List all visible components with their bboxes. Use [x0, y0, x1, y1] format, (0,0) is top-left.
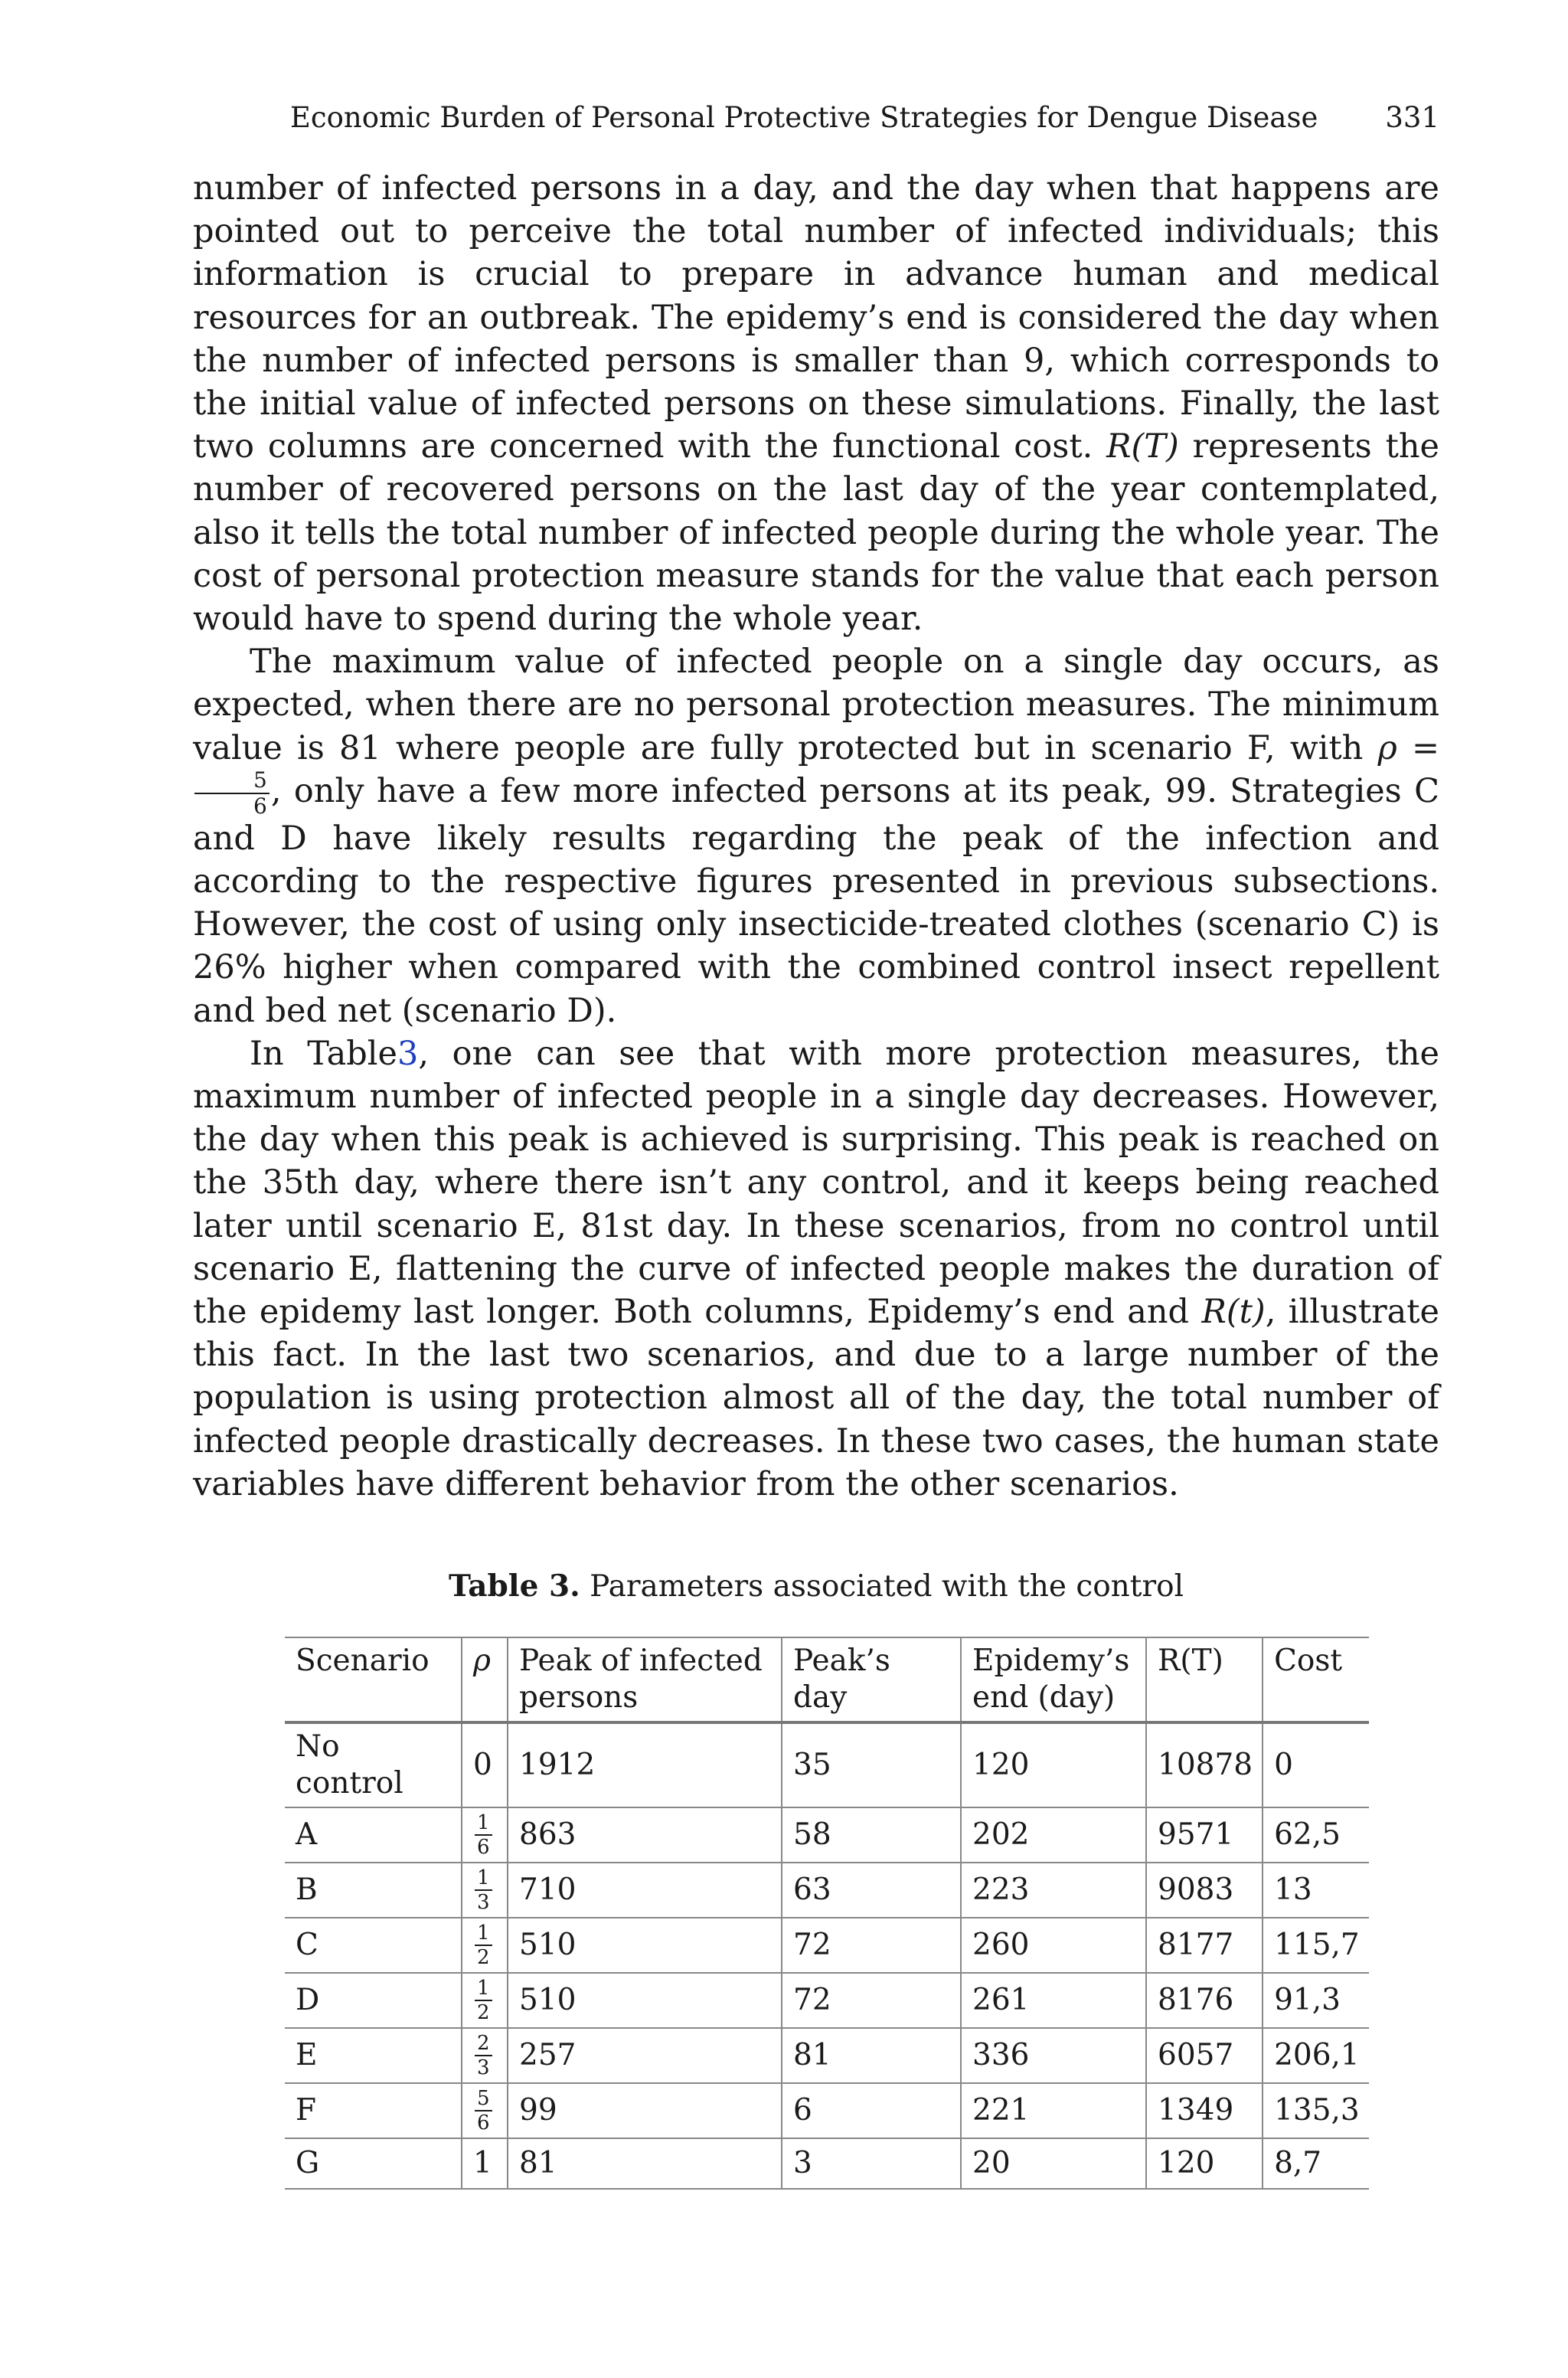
- cell-peak-day: 63: [782, 1863, 961, 1918]
- cell-rho: 0: [462, 1722, 508, 1807]
- cell-rt: 1349: [1146, 2083, 1263, 2138]
- cell-epidemy-end: 223: [961, 1863, 1146, 1918]
- running-head: [193, 100, 1439, 136]
- rho-fraction: [475, 2089, 492, 2133]
- cell-scenario: B: [296, 1873, 318, 1908]
- cell-rt: 9083: [1146, 1863, 1263, 1918]
- cell-rt: 8176: [1146, 1973, 1263, 2028]
- cell-peak: 1912: [508, 1722, 782, 1807]
- cell-scenario: E: [296, 2038, 318, 2073]
- cell-epidemy-end: 20: [961, 2138, 1146, 2189]
- rho-numerator: 5: [475, 2089, 492, 2111]
- rho-numerator: 1: [475, 1813, 492, 1836]
- header-peak-line2: persons: [519, 1680, 639, 1716]
- cell-peak-day: 72: [782, 1973, 961, 2028]
- cell-rho: [462, 1863, 508, 1918]
- cell-epidemy-end: 261: [961, 1973, 1146, 2028]
- paragraph-3-text-a: In Table: [250, 1034, 397, 1073]
- cell-cost: 0: [1263, 1722, 1369, 1807]
- rho-denominator: 6: [477, 1836, 490, 1860]
- rho-fraction: [475, 1922, 492, 1970]
- cell-peak: 81: [508, 2138, 782, 2189]
- cell-scenario: F: [296, 2093, 317, 2128]
- cell-peak-day: 81: [782, 2028, 961, 2083]
- header-rho: ρ: [462, 1637, 508, 1722]
- table-row: [285, 1973, 1369, 2028]
- paragraph-2-text-b: , only have a few more infected persons at its peak, 99. Strategies C and D have likely results regarding the peak of the infection and according to the respective figures presented in previous subsections. However, the cost of using only insecticide-treated clothes (scenario C) is 26% higher when compared with the combined control insect repellent and bed net (scenario D).: [193, 771, 1439, 1030]
- rho-numerator: 2: [475, 2033, 492, 2056]
- paper-page: [193, 100, 1439, 2190]
- cell-peak: 99: [508, 2083, 782, 2138]
- body-text: [193, 167, 1439, 1506]
- cell-epidemy-end: 221: [961, 2083, 1146, 2138]
- fraction-denominator: 6: [253, 793, 267, 819]
- table-row: [285, 1918, 1369, 1973]
- rho-numerator: 1: [475, 1978, 492, 2001]
- header-end-line2: end (day): [972, 1680, 1116, 1716]
- cell-rho: [462, 2083, 508, 2138]
- rho-numerator: 1: [475, 1868, 492, 1891]
- cell-rho: [462, 1973, 508, 2028]
- paragraph-2-text-a: The maximum value of infected people on a single day occurs, as expected, when there are no personal protection measures. The minimum value is 81 where people are fully protected but in scenario F, with: [193, 643, 1439, 767]
- cell-epidemy-end: 202: [961, 1807, 1146, 1863]
- paragraph-1: [193, 167, 1439, 640]
- cell-cost: 115,7: [1263, 1918, 1369, 1973]
- paragraph-2: [193, 640, 1439, 1032]
- rho-fraction: [475, 1811, 492, 1860]
- header-peak-line1: Peak of infected: [519, 1644, 763, 1679]
- cell-cost: 8,7: [1263, 2138, 1369, 2189]
- table-row: [285, 2028, 1369, 2083]
- rho-fraction: [475, 1866, 492, 1915]
- header-cost: Cost: [1263, 1637, 1369, 1722]
- cell-epidemy-end: 336: [961, 2028, 1146, 2083]
- cell-rt: 6057: [1146, 2028, 1263, 2083]
- cell-rt: 8177: [1146, 1918, 1263, 1973]
- table-caption: [193, 1567, 1439, 1606]
- cell-rho: 1: [462, 2138, 508, 2189]
- rho-denominator: 3: [477, 2056, 490, 2080]
- table-row: [285, 2138, 1369, 2189]
- table-row: [285, 1807, 1369, 1863]
- header-rt: R(T): [1146, 1637, 1263, 1722]
- cell-rt: 120: [1146, 2138, 1263, 2189]
- rho-fraction: [475, 2033, 492, 2078]
- table-caption-text: Parameters associated with the control: [590, 1569, 1184, 1604]
- paragraph-3-text-c: , illustrate this fact. In the last two scenarios, and due to a large number of the population is using protection almost all of the day, the total number of infected people drastically decreases. In these two cases, the human state variables have different behavior from the other scenarios.: [193, 1293, 1439, 1503]
- cell-peak-day: 58: [782, 1807, 961, 1863]
- cell-peak-day: 6: [782, 2083, 961, 2138]
- running-title: Economic Burden of Personal Protective Strategies for Dengue Disease: [289, 101, 1318, 134]
- rho-numerator: 1: [475, 1923, 492, 1946]
- cell-scenario: A: [296, 1817, 318, 1853]
- cell-epidemy-end: 120: [961, 1722, 1146, 1807]
- cell-scenario: C: [296, 1928, 318, 1963]
- cell-rho: [462, 2028, 508, 2083]
- cell-scenario: G: [296, 2146, 320, 2181]
- cell-cost: 62,5: [1263, 1807, 1369, 1863]
- table-body: [285, 1722, 1369, 2189]
- cell-scenario: D: [296, 1983, 320, 2018]
- table-reference-link[interactable]: 3: [397, 1034, 419, 1073]
- header-peak: [508, 1637, 782, 1722]
- cell-peak: 710: [508, 1863, 782, 1918]
- table-row: [285, 1722, 1369, 1807]
- table-header-row: [285, 1637, 1369, 1722]
- cell-epidemy-end: 260: [961, 1918, 1146, 1973]
- math-rt: R(T): [1106, 427, 1179, 466]
- cell-peak: 510: [508, 1918, 782, 1973]
- paragraph-1-text: number of infected persons in a day, and the day when that happens are pointed out to perceive the total number of infected individuals; this information is crucial to prepare in advance human and medical resources for an outbreak. The epidemy’s end is considered the day when the number of infected persons is smaller than 9, which corresponds to the initial value of infected persons on these simulations. Finally, the last two columns are concerned with the functional cost.: [193, 169, 1439, 466]
- fraction-numerator: 5: [194, 770, 270, 794]
- rho-denominator: 2: [477, 1946, 490, 1970]
- table-row: [285, 2083, 1369, 2138]
- header-peak-day: Peak’s day: [782, 1637, 961, 1722]
- header-scenario: Scenario: [296, 1644, 430, 1679]
- rho-fraction: [475, 1978, 492, 2023]
- paragraph-3-text-b: , one can see that with more protection measures, the maximum number of infected people in a single day decreases. However, the day when this peak is achieved is surprising. This peak is reached on the 35th day, where there isn’t any control, and it keeps being reached later until scenario E, 81st day. In these scenarios, from no control until scenario E, flattening the curve of infected people makes the duration of the epidemy last longer. Both columns, Epidemy’s end and: [193, 1034, 1439, 1332]
- cell-cost: 206,1: [1263, 2028, 1369, 2083]
- math-rt-lower: R(t): [1201, 1293, 1266, 1332]
- cell-scenario: No control: [296, 1729, 403, 1801]
- page-number: 331: [1385, 101, 1439, 134]
- fraction-five-sixths: [194, 767, 270, 819]
- math-rho: ρ =: [1377, 728, 1440, 767]
- table-row: [285, 1863, 1369, 1918]
- table-caption-label: Table 3.: [448, 1568, 580, 1604]
- paragraph-3: [193, 1032, 1439, 1506]
- cell-peak-day: 3: [782, 2138, 961, 2189]
- header-epidemy-end: [961, 1637, 1146, 1722]
- cell-cost: 135,3: [1263, 2083, 1369, 2138]
- cell-peak-day: 35: [782, 1722, 961, 1807]
- paragraph-1-tail: represents the number of recovered persons on the last day of the year contemplated, also it tells the total number of infected people during the whole year. The cost of personal protection measure stands for the value that each person would have to spend during the whole year.: [193, 427, 1439, 639]
- rho-denominator: 2: [477, 2001, 490, 2025]
- rho-denominator: 3: [477, 1891, 490, 1915]
- cell-peak-day: 72: [782, 1918, 961, 1973]
- cell-peak: 510: [508, 1973, 782, 2028]
- cell-cost: 91,3: [1263, 1973, 1369, 2028]
- cell-cost: 13: [1263, 1863, 1369, 1918]
- cell-rho: [462, 1918, 508, 1973]
- cell-rt: 9571: [1146, 1807, 1263, 1863]
- header-end-line1: Epidemy’s: [972, 1644, 1130, 1679]
- cell-rho: [462, 1807, 508, 1863]
- parameters-table: [285, 1637, 1369, 2190]
- cell-peak: 257: [508, 2028, 782, 2083]
- cell-rt: 10878: [1146, 1722, 1263, 1807]
- rho-denominator: 6: [477, 2111, 490, 2135]
- cell-peak: 863: [508, 1807, 782, 1863]
